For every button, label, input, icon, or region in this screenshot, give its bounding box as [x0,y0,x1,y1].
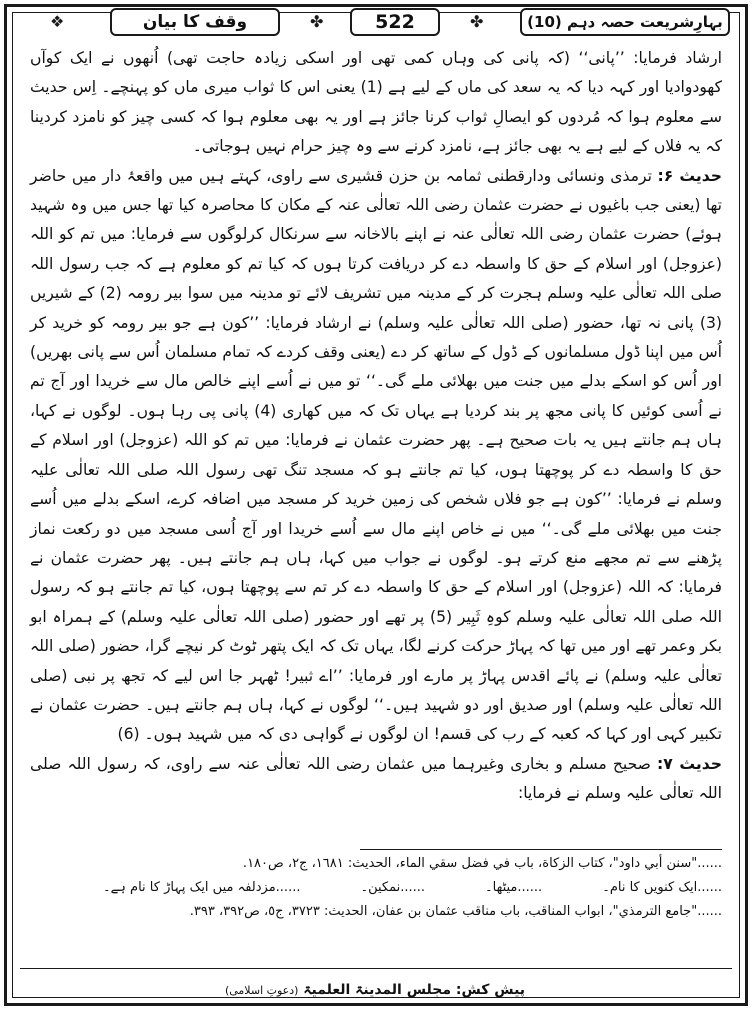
footnote-separator [360,849,722,850]
chapter-title: وقف کا بیان [110,8,280,36]
ornament-icon: ❖ [50,12,65,31]
hadith-text: ترمذی ونسائی ودارقطنی ثمامہ بن حزن قشیری سے راوی، کہتے ہیں میں واقعۂ دار میں حاضر تھا (یعنی جب باغیوں نے حضرت عثمان رضی اللہ تعالٰی عنہ کے مکان کا محاصرہ کیا تھا جس میں وہ شہید ہوئے) حضرت عثمان رضی اللہ تعالٰی عنہ نے اپنے بالاخانہ سے سرنکال کرلوگوں سے فرمایا: میں تم کو اللہ (عزوجل) اور اسلام کے حق کا واسطہ دے کر دریافت کرتا ہوں کہ کیا تم کو معلوم ہے کہ جب رسول اللہ صلی اللہ تعالٰی علیہ وسلم ہجرت کر کے مدینہ میں تشریف لائے تو مدینہ میں سوا بیر رومہ (2) کے شیریں (3) پانی نہ تھا، حضور (صلی اللہ تعالٰی علیہ وسلم) نے ارشاد فرمایا: ’’کون ہے جو بیر رومہ کو خرید کر اُس میں اپنا ڈول مسلمانوں کے ڈول کے ساتھ کر دے (یعنی وقف کردے کہ تمام مسلمان اُس سے پانی بھریں) اور اُس کو اسکے بدلے میں جنت میں بھلائی ملے گی۔‘‘ تو میں نے اُسے اپنے خالص مال سے خریدا اور آج تم نے اُسی کوئیں کا پانی مجھ پر بند کردیا ہے یہاں تک کہ میں کھاری (4) پانی پی رہا ہوں۔ لوگوں نے کہا، ہاں ہم جانتے ہیں یہ بات صحیح ہے۔ پھر حضرت عثمان نے فرمایا: میں تم کو اللہ (عزوجل) اور اسلام کے حق کا واسطہ دے کر پوچھتا ہوں، کیا تم جانتے ہو کہ مسجد تنگ تھی رسول اللہ صلی اللہ تعالٰی علیہ وسلم نے فرمایا: ’’کون ہے جو فلاں شخص کی زمین خرید کر مسجد میں اضافہ کرے، اسکے بدلے میں اُسے جنت میں بھلائی ملے گی۔‘‘ میں نے خاص اپنے مال سے اُسے خریدا اور آج اُسی مسجد میں دو رکعت نماز پڑھنے سے تم مجھے منع کرتے ہو۔ لوگوں نے جواب میں کہا، ہاں ہم جانتے ہیں۔ پھر حضرت عثمان نے فرمایا: کہ اللہ (عزوجل) اور اسلام کے حق کا واسطہ دے کر تم سے پوچھتا ہوں، کیا تم جانتے ہو کہ رسول اللہ صلی اللہ تعالٰی علیہ وسلم کوہِ ثَبِیر (5) پر تھے اور حضور (صلی اللہ تعالٰی علیہ وسلم) کے ہمراہ ابو بکر وعمر تھے اور میں تھا کہ پہاڑ حرکت کرنے لگا، یہاں تک کہ ایک پتھر ٹوٹ کر نیچے گرا، حضور (صلی اللہ تعالٰی علیہ وسلم) نے پائے اقدس پہاڑ پر مارے اور فرمایا: ’’اے ثبیر! ٹھہر جا اس لیے کہ تجھ پر نبی (صلی اللہ تعالٰی علیہ وسلم) اور صدیق اور دو شہید ہیں۔‘‘ لوگوں نے کہا، ہاں ہم جانتے ہیں۔ حضرت عثمان نے تکبیر کہی اور کہا کہ کعبہ کے رب کی قسم! ان لوگوں نے گواہی دی کہ میں شہید ہوں۔ (6) [30,166,723,744]
footer-org: مجلس المدینۃ العلمیۃ [303,982,451,998]
hadith-text: صحیح مسلم و بخاری وغیرہما میں عثمان رضی اللہ تعالٰی عنہ سے راوی، کہ رسول اللہ صلی اللہ تعالٰی علیہ وسلم نے فرمایا: [30,754,722,803]
footnotes [30,852,722,924]
page-footer [200,982,550,998]
paragraph: ارشاد فرمایا: ’’پانی‘‘ (کہ پانی کی وہاں کمی تھی اور اسکی زیادہ حاجت تھی) اُنھوں نے ایک کوآں کھودوادیا اور کہہ دیا کہ یہ سعد کی ماں کے لیے ہے (1) یعنی اس کا ثواب میری ماں کو پہنچے۔ اِس حدیث سے معلوم ہوا کہ مُردوں کو ایصالِ ثواب کرنا جائز ہے اور یہ بھی معلوم ہوا کہ کسی چیز کو نامزد کردینا کہ یہ فلاں کے لیے ہے یہ بھی جائز ہے، نامزد کرنے سے وہ چیز حرام نہیں ہوجاتی۔ [30,49,722,156]
hadith-heading: حدیث ۷: [657,754,722,773]
book-title: بہارِشریعت حصہ دہم (10) [520,8,730,36]
paragraph [30,162,722,750]
footer-paren: (دعوتِ اسلامی) [224,984,299,997]
footer-prefix: پیش کش: [455,982,526,998]
main-text [30,44,722,809]
footnote: ......"سنن أبي داود"، كتاب الزكاة، باب في فضل سقي الماء، الحديث: ١٦٨١، ج٢، ص١٨٠. [242,856,722,871]
footer-separator [20,968,732,969]
page-number: 522 [350,8,440,36]
page-header [20,8,732,38]
footnote: ......ایک کنویں کا نام۔ [602,880,722,895]
footnote: ......"جامع الترمذي"، ابواب المناقب، باب مناقب عثمان بن عفان، الحديث: ٣٧٢٣، ج٥، ص٣٩٢، ٣٩٣. [189,904,722,919]
footnote: ......مزدلفہ میں ایک پہاڑ کا نام ہے۔ [103,880,301,895]
paragraph [30,750,722,809]
hadith-heading: حدیث ۶: [657,166,722,185]
ornament-icon: ✤ [470,12,484,31]
ornament-icon: ✤ [310,12,324,31]
footnote-row [30,876,722,900]
footnote: ......نمکین۔ [360,880,426,895]
footnote: ......میٹھا۔ [485,880,543,895]
